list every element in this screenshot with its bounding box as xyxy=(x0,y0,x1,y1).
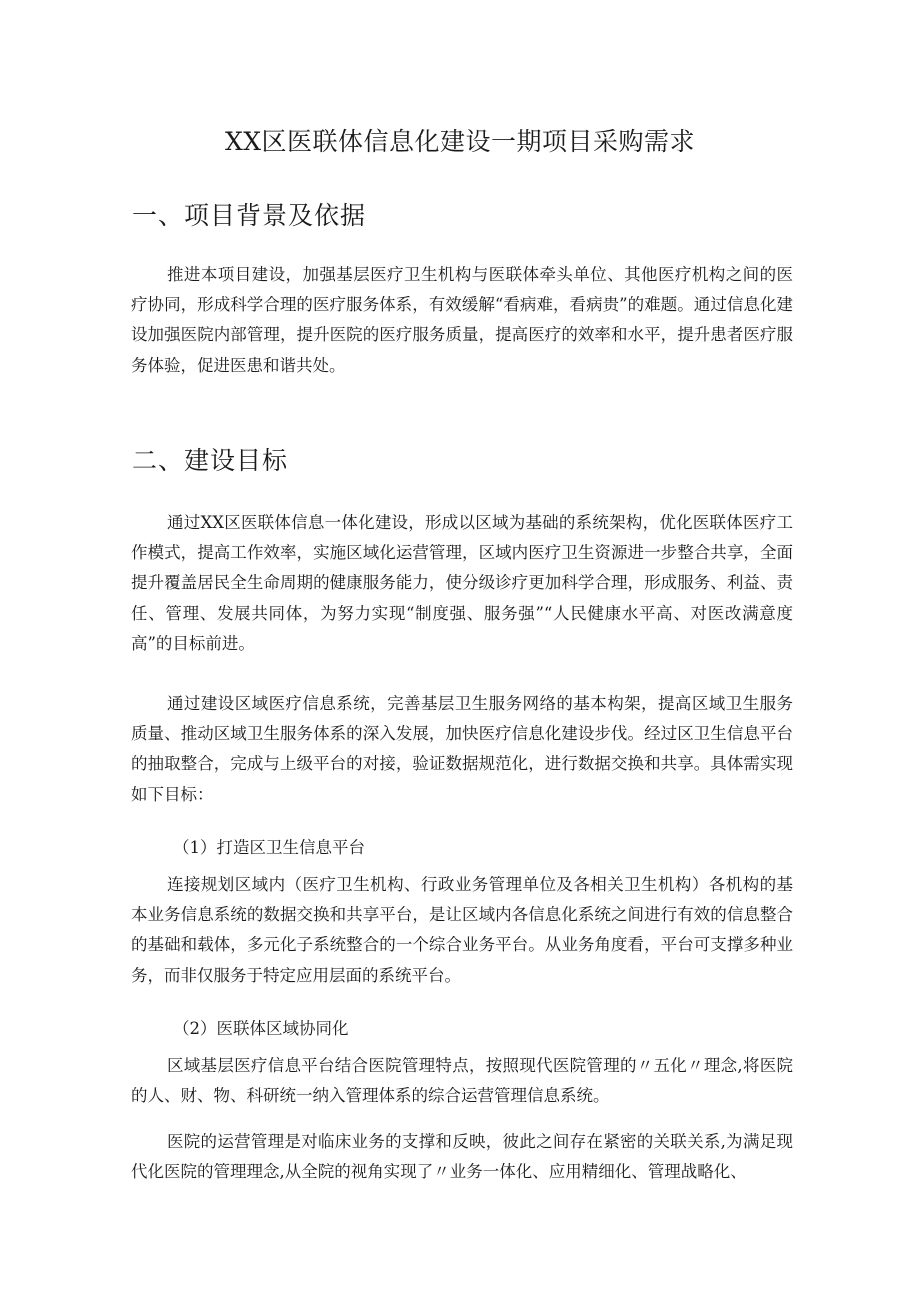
paragraph-regional-collaboration-2: 医院的运营管理是对临床业务的支撑和反映，彼此之间存在紧密的关联关系,为满足现代化医院的管理理念,从全院的视角实现了〃业务一体化、应用精细化、管理战略化、 xyxy=(131,1132,793,1182)
subheading-health-platform: （1）打造区卫生信息平台 xyxy=(173,838,365,857)
paragraph-regional-collaboration-1: 区域基层医疗信息平台结合医院管理特点，按照现代医院管理的〃五化〃理念,将医院的人、财、物、科研统一纳入管理体系的综合运营管理信息系统。 xyxy=(131,1056,793,1106)
section-heading-background: 一、项目背景及依据 xyxy=(132,201,367,230)
paragraph-goals-1: 通过XX区医联体信息一体化建设，形成以区域为基础的系统架构，优化医联体医疗工作模式，提高工作效率，实施区域化运营管理，区域内医疗卫生资源进一步整合共享，全面提升覆盖居民全生命周期的健康服务能力，使分级诊疗更加科学合理，形成服务、利益、责任、管理、发展共同体，为努力实现“制度强、服务强”“人民健康水平高、对医改满意度高”的目标前进。 xyxy=(131,513,793,653)
paragraph-health-platform: 连接规划区域内（医疗卫生机构、行政业务管理单位及各相关卫生机构）各机构的基本业务信息系统的数据交换和共享平台，是让区域内各信息化系统之间进行有效的信息整合的基础和载体，多元化子系统整合的一个综合业务平台。从业务角度看，平台可支撑多种业务，而非仅服务于特定应用层面的系统平台。 xyxy=(131,875,793,985)
subheading-regional-collaboration: （2）医联体区域协同化 xyxy=(173,1019,349,1038)
paragraph-goals-2: 通过建设区域医疗信息系统，完善基层卫生服务网络的基本构架，提高区域卫生服务质量、推动区域卫生服务体系的深入发展，加快医疗信息化建设步伐。经过区卫生信息平台的抽取整合，完成与上级平台的对接，验证数据规范化，进行数据交换和共享。具体需实现如下目标： xyxy=(131,694,793,804)
document-title: XX区医联体信息化建设一期项目采购需求 xyxy=(224,127,696,156)
section-heading-goals: 二、建设目标 xyxy=(132,446,289,475)
paragraph-background: 推进本项目建设，加强基层医疗卫生机构与医联体牵头单位、其他医疗机构之间的医疗协同，形成科学合理的医疗服务体系，有效缓解“看病难，看病贵”的难题。通过信息化建设加强医院内部管理，提升医院的医疗服务质量，提高医疗的效率和水平，提升患者医疗服务体验，促进医患和谐共处。 xyxy=(131,265,793,375)
